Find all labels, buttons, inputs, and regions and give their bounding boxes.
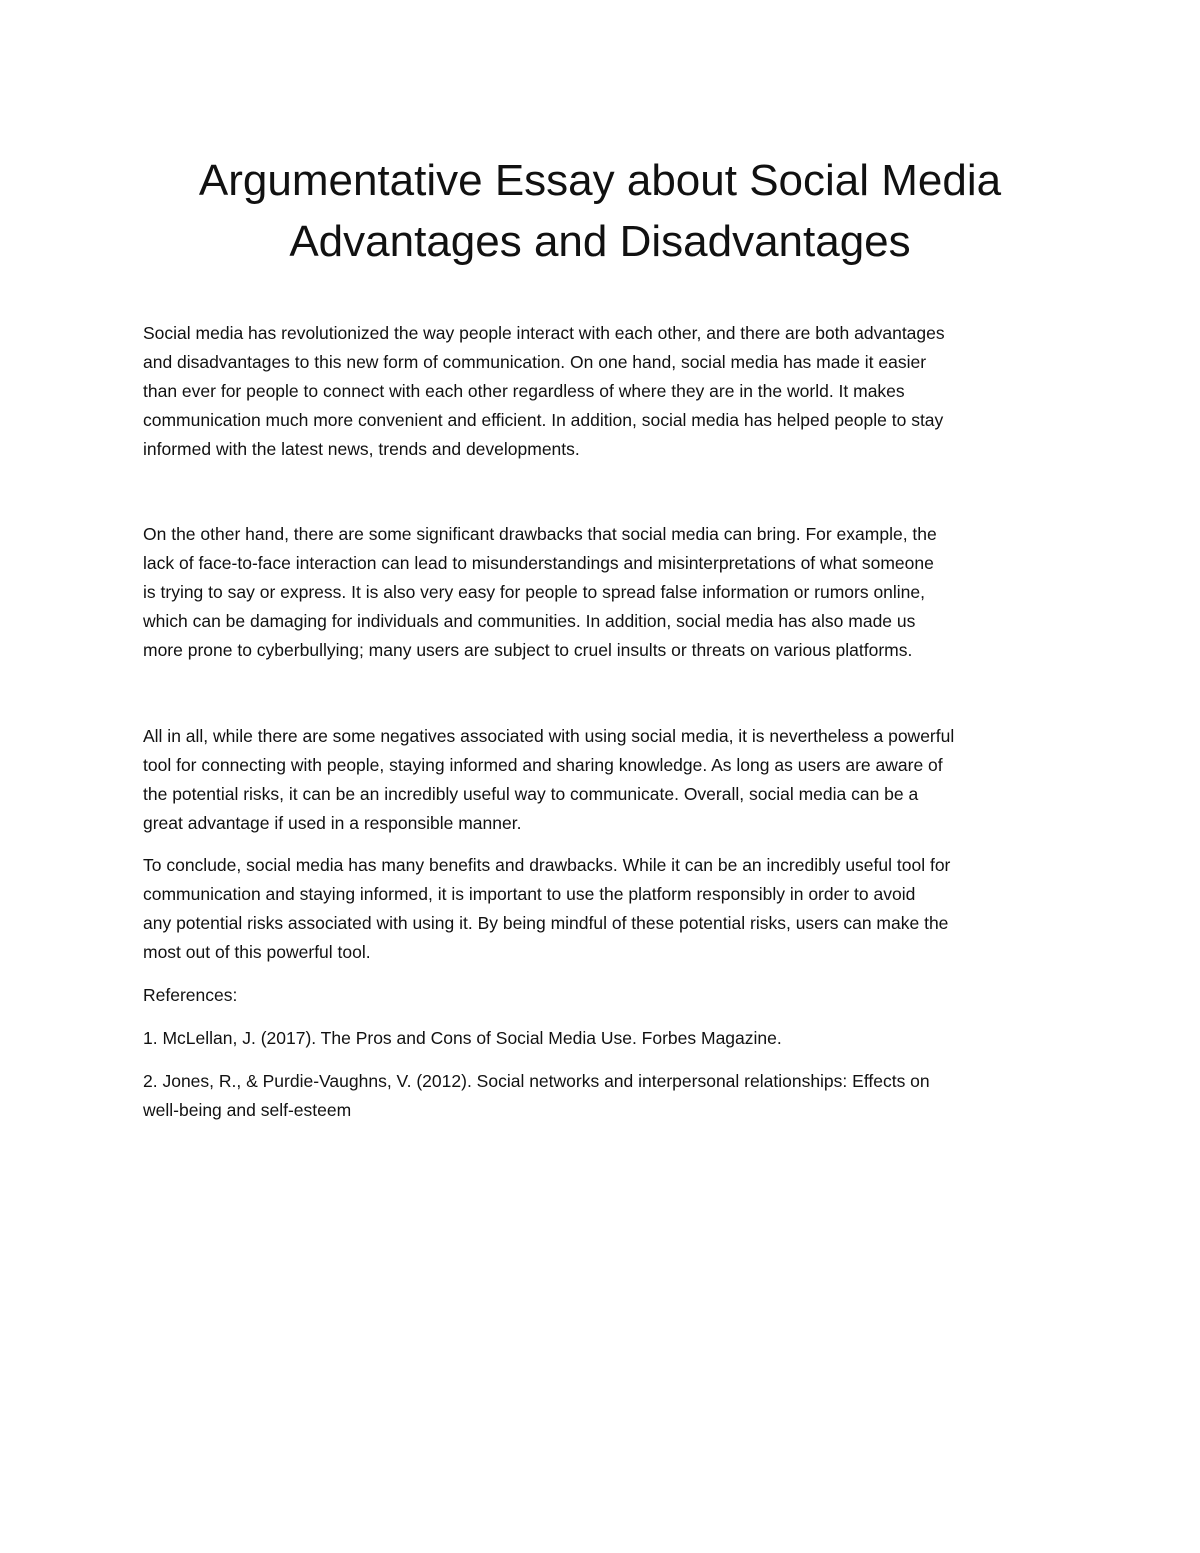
reference-item — [143, 1067, 1073, 1125]
reference-line: 2. Jones, R., & Purdie-Vaughns, V. (2012). Social networks and interpersonal relationships: Effects on — [143, 1071, 930, 1091]
references-heading: References: — [143, 985, 238, 1005]
paragraph-line: than ever for people to connect with each other regardless of where they are in the world. It makes — [143, 381, 905, 401]
paragraph-line: the potential risks, it can be an incredibly useful way to communicate. Overall, social media can be a — [143, 784, 919, 804]
reference-line: 1. McLellan, J. (2017). The Pros and Cons of Social Media Use. Forbes Magazine. — [143, 1028, 782, 1048]
title-line: Argumentative Essay about Social Media — [198, 156, 1002, 205]
paragraph-line: more prone to cyberbullying; many users are subject to cruel insults or threats on various platforms. — [143, 640, 913, 660]
paragraph-line: lack of face-to-face interaction can lead to misunderstandings and misinterpretations of what someone — [143, 553, 934, 573]
paragraph-line: Social media has revolutionized the way people interact with each other, and there are both advantages — [143, 323, 945, 343]
paragraph-line: most out of this powerful tool. — [143, 942, 371, 962]
paragraph-summary — [143, 722, 1073, 838]
paragraph-line: communication and staying informed, it is important to use the platform responsibly in order to avoid — [143, 884, 916, 904]
paragraph-line: To conclude, social media has many benefits and drawbacks. While it can be an incredibly useful tool for — [143, 855, 951, 875]
paragraph-line: which can be damaging for individuals and communities. In addition, social media has also made us — [143, 611, 916, 631]
paragraph-drawbacks — [143, 520, 1073, 665]
paragraph-intro — [143, 319, 1073, 464]
paragraph-line: tool for connecting with people, staying informed and sharing knowledge. As long as users are aware of — [143, 755, 943, 775]
paragraph-line: On the other hand, there are some significant drawbacks that social media can bring. For example, the — [143, 524, 937, 544]
title-line: Advantages and Disadvantages — [289, 217, 911, 266]
paragraph-line: All in all, while there are some negatives associated with using social media, it is nevertheless a powerful — [143, 726, 955, 746]
reference-item — [143, 1024, 1073, 1053]
paragraph-conclusion — [143, 851, 1073, 967]
paragraph-line: and disadvantages to this new form of communication. On one hand, social media has made it easier — [143, 352, 927, 372]
paragraph-line: great advantage if used in a responsible manner. — [143, 813, 522, 833]
paragraph-line: informed with the latest news, trends and developments. — [143, 439, 580, 459]
reference-line: well-being and self-esteem — [143, 1100, 352, 1120]
paragraph-line: is trying to say or express. It is also very easy for people to spread false information or rumors online, — [143, 582, 926, 602]
page-title — [100, 150, 1100, 272]
paragraph-line: any potential risks associated with using it. By being mindful of these potential risks, users can make the — [143, 913, 949, 933]
paragraph-line: communication much more convenient and efficient. In addition, social media has helped people to stay — [143, 410, 944, 430]
